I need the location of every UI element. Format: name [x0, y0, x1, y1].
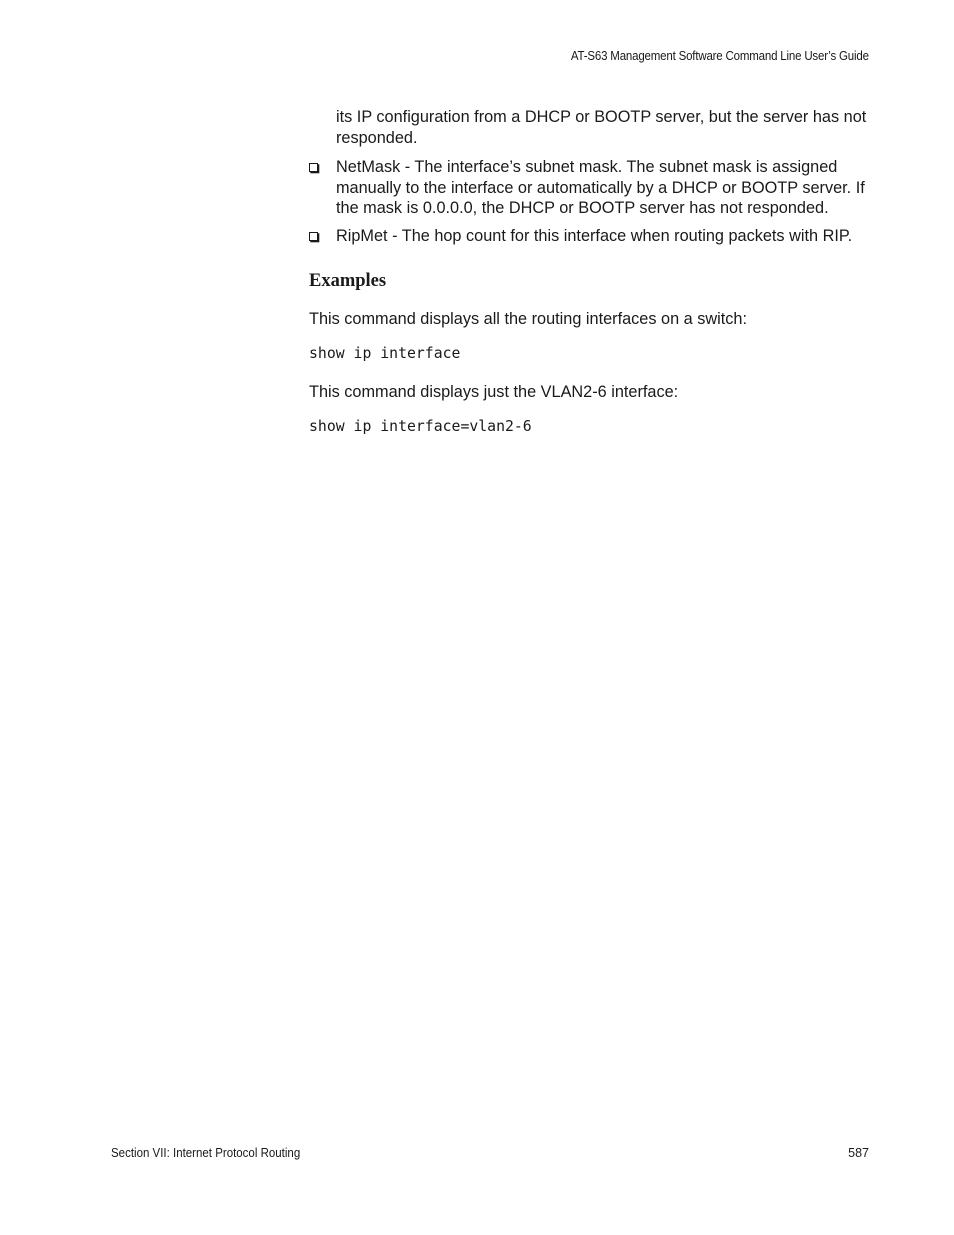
list-item-netmask [309, 157, 869, 219]
example-1-description: This command displays all the routing interfaces on a switch: [309, 309, 747, 328]
list-item-text: RipMet - The hop count for this interface when routing packets with RIP. [336, 226, 853, 245]
checkbox-bullet-icon [309, 163, 318, 172]
examples-heading: Examples [309, 271, 387, 291]
continuation-paragraph: its IP configuration from a DHCP or BOOTP server, but the server has not responded. [336, 108, 867, 147]
footer-section: Section VII: Internet Protocol Routing [111, 1146, 301, 1160]
main-content [309, 107, 869, 455]
example-2-code: show ip interface=vlan2-6 [309, 418, 532, 435]
example-1-code: show ip interface [309, 345, 461, 362]
running-header: AT-S63 Management Software Command Line User’s Guide [571, 49, 869, 63]
checkbox-bullet-icon [309, 232, 318, 241]
page-number: 587 [848, 1146, 869, 1160]
example-2-description: This command displays just the VLAN2-6 interface: [309, 382, 679, 401]
list-item-ripmet [309, 226, 869, 247]
list-item-text: NetMask - The interface’s subnet mask. The subnet mask is assigned manually to the interface or automatically by a DHCP or BOOTP server. If the mask is 0.0.0.0, the DHCP or BOOTP server has not responded. [336, 158, 865, 217]
